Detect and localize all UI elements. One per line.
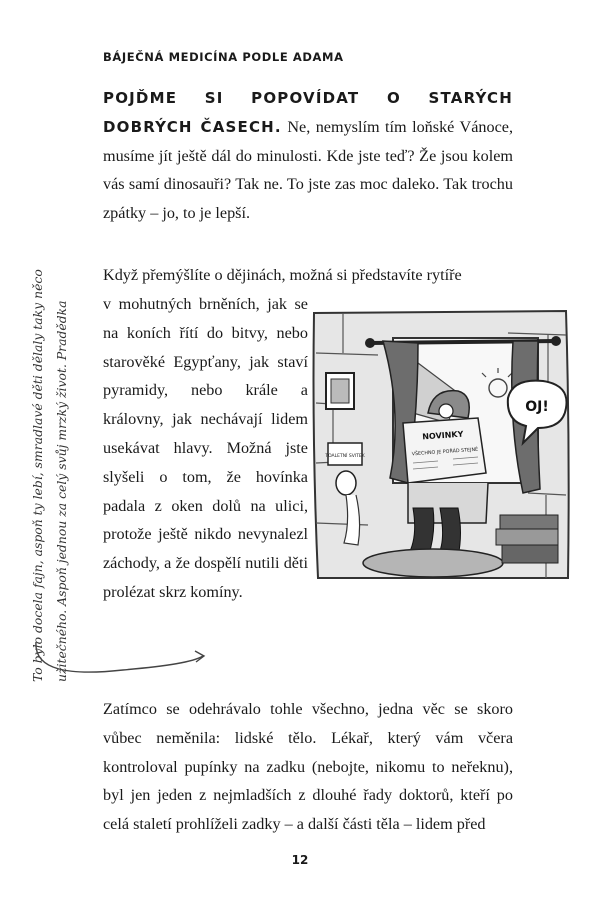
side-note-curve [28, 640, 208, 690]
newspaper-title: NOVINKY [421, 429, 464, 442]
running-head: BÁJEČNÁ MEDICÍNA PODLE ADAMA [103, 50, 344, 64]
page-number: 12 [291, 853, 309, 867]
toilet-illustration [308, 293, 574, 593]
illustration-sign: TOALETNÍ SVITEK [325, 454, 365, 459]
side-note: To bylo docela fajn, aspoň ty lebí, smradlavé děti dělaly taky něco užitečného. Aspoň jednou za celý svůj mrzký život. Pradědka [30, 269, 69, 682]
lead-in: POJĎME SI POPOVÍDAT O STARÝCH DOBRÝCH ČASECH. [103, 89, 513, 136]
speech-bubble-text: OJ! [525, 399, 549, 415]
newspaper-headline: VŠECHNO JE POŘÁD STEJNÉ [411, 447, 479, 458]
paragraph-1 [103, 84, 513, 228]
paragraph-2-text: v mohutných brněních, jak se na koních řítí do bitvy, nebo starověké Egypťany, jak staví pyramidy, nebo krále a královny, jak nechávají lidem usekávat hlavy. Možná jste slyšeli o tom, že hovínka padala z oken dolů na ulici, protože ještě nikdo nevynalezl záchody, a že dospělí nutili děti prolézat skrz komíny. [103, 295, 308, 601]
paragraph-3: Zatímco se odehrávalo tohle všechno, jedna věc se skoro vůbec neměnila: lidské tělo. Lékař, který vám včera kontroloval pupínky na zadku (nebojte, nikomu to neřeknu), byl jen jeden z nejmladších z dlouhé řady doktorů, kteří po celá staletí prohlíželi zadky – a další části těla – lidem před [103, 700, 513, 834]
paragraph-1-text: Ne, nemyslím tím loňské Vánoce, musíme jít ještě dál do minulosti. Kde jste teď? Že jsou kolem vás samí dinosauři? Tak ne. To jste zas moc daleko. Tak trochu zpátky – jo, to je lepší. [103, 117, 514, 223]
paragraph-2-first-line: Když přemýšlíte o dějinách, možná si představíte rytíře [103, 266, 462, 284]
